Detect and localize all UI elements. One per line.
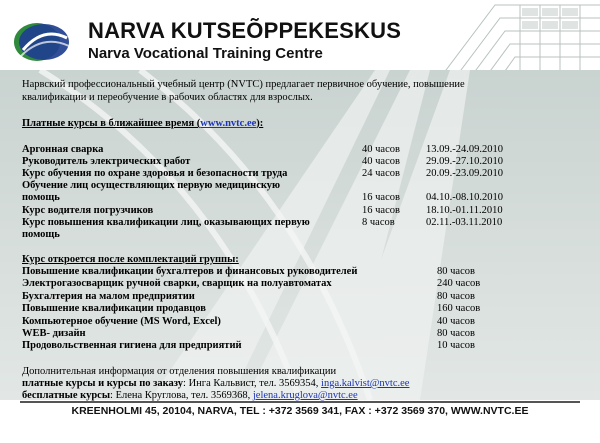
paid-course-dates: 13.09.-24.09.2010 [426,144,503,155]
group-course-hours: 160 часов [437,303,481,314]
website-link[interactable]: www.nvtc.ee [200,118,257,129]
org-name-estonian: NARVA KUTSEÕPPEKESKUS [88,18,402,43]
info-free-text: : Елена Круглова, тел. 3569368, [110,390,253,401]
building-illustration [400,0,600,78]
narva-logo-icon [13,20,71,64]
paid-course-dates: 20.09.-23.09.2010 [426,168,503,179]
group-course-hours: 80 часов [437,266,475,277]
info-heading: Дополнительная информация от отделения повышения квалификации [22,366,337,377]
paid-course-hours: 24 часов [362,168,400,179]
group-course-hours: 80 часов [437,328,475,339]
info-free-label: бесплатные курсы [22,390,111,401]
group-course-hours: 80 часов [437,291,475,302]
paid-course-name: Аргонная сварка [22,144,104,155]
group-course-name: Компьютерное обучение (MS Word, Excel) [22,316,221,327]
org-name-english: Narva Vocational Training Centre [88,45,323,62]
group-courses-heading: Курс откроется после комплектаций группы: [22,254,239,265]
paid-course-hours: 40 часов [362,144,400,155]
paid-course-name: Курс обучения по охране здоровья и безопасности труда [22,168,288,179]
group-course-hours: 240 часов [437,278,481,289]
email-link-inga[interactable]: inga.kalvist@nvtc.ee [321,378,410,389]
info-paid-text: : Инга Кальвист, тел. 3569354, [183,378,322,389]
paid-course-name-cont: помощь [22,229,60,240]
header [0,0,600,70]
paid-course-dates: 29.09.-27.10.2010 [426,156,503,167]
paid-course-dates: 04.10.-08.10.2010 [426,192,503,203]
paid-course-dates: 18.10.-01.11.2010 [426,205,503,216]
group-course-name: Бухгалтерия на малом предприятии [22,291,195,302]
paid-course-name: Курс водителя погрузчиков [22,205,154,216]
group-course-hours: 10 часов [437,340,475,351]
group-course-name: Электрогазосварщик ручной сварки, сварщик на полуавтоматах [22,278,332,289]
paid-courses-heading [22,118,263,130]
paid-course-name: Руководитель электрических работ [22,156,191,167]
paid-heading-suffix: ): [256,118,264,129]
email-link-jelena[interactable]: jelena.kruglova@nvtc.ee [252,390,358,401]
group-course-name: Продовольственная гигиена для предприятий [22,340,242,351]
paid-course-name: Курс повышения квалификации лиц, оказывающих первую [22,217,310,228]
paid-course-hours: 40 часов [362,156,400,167]
footer-contacts: KREENHOLMI 45, 20104, NARVA, TEL : +372 3569 341, FAX : +372 3569 370, WWW.NVTC.EE [71,405,529,417]
paid-course-name-cont: помощь [22,192,60,203]
group-course-hours: 40 часов [437,316,475,327]
group-course-name: Повышение квалификации бухгалтеров и финансовых руководителей [22,266,358,277]
paid-heading-prefix: Платные курсы в ближайшее время ( [22,118,201,129]
footer-divider [20,401,580,403]
group-course-name: Повышение квалификации продавцов [22,303,206,314]
paid-course-hours: 8 часов [362,217,395,228]
paid-course-dates: 02.11.-03.11.2010 [426,217,503,228]
intro-text-line1: Нарвский профессиональный учебный центр (NVTC) предлагает первичное обучение, повышение [22,79,465,90]
paid-course-hours: 16 часов [362,205,400,216]
group-course-name: WEB- дизайн [22,328,86,339]
paid-course-hours: 16 часов [362,192,400,203]
info-paid-label: платные курсы и курсы по заказу [22,378,184,389]
intro-text-line2: квалификации и переобучение в рабочих областях для взрослых. [22,92,313,103]
info-paid-contact [22,378,409,390]
paid-course-name: Обучение лиц осуществляющих первую медицинскую [22,180,281,191]
